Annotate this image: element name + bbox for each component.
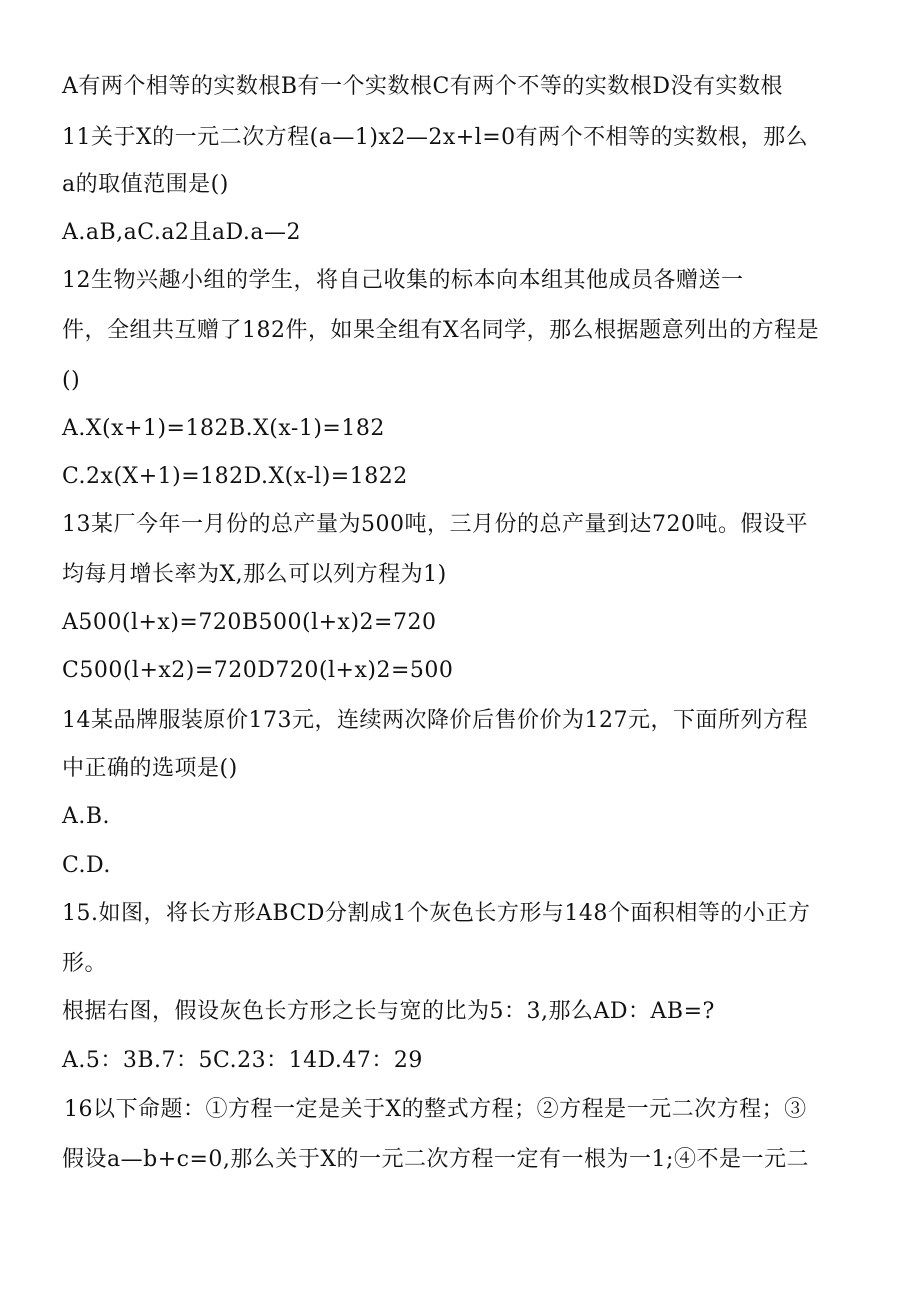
text-line: 15.如图，将长方形ABCD分割成1个灰色长方形与148个面积相等的小正方 [62,901,811,926]
text-line: A.5：3B.7：5C.23：14D.47：29 [62,1048,423,1073]
text-line: C.2x(X+1)=182D.X(x-l)=1822 [62,464,408,489]
text-line: A500(l+x)=720B500(l+x)2=720 [62,610,437,635]
text-line: A.B. [62,804,111,829]
text-line: a的取值范围是() [62,172,229,197]
text-line: 形。 [62,951,108,976]
text-line: 根据右图，假设灰色长方形之长与宽的比为5：3,那么AD：AB=? [62,999,715,1024]
text-line: () [62,368,81,393]
text-line: A有两个相等的实数根B有一个实数根C有两个不等的实数根D没有实数根 [62,74,784,99]
text-line: 13某厂今年一月份的总产量为500吨，三月份的总产量到达720吨。假设平 [62,512,808,537]
text-line: 假设a—b+c=0,那么关于X的一元二次方程一定有一根为一1;④不是一元二 [62,1147,809,1172]
text-line: 件，全组共互赠了182件，如果全组有X名同学，那么根据题意列出的方程是 [62,318,820,343]
text-line: 均每月增长率为X,那么可以列方程为1) [62,562,447,587]
text-line: 12生物兴趣小组的学生，将自己收集的标本向本组其他成员各赠送一 [62,268,744,293]
text-line: A.aB,aC.a2且aD.a—2 [62,220,302,245]
text-line: 11关于X的一元二次方程(a—1)x2—2x+l=0有两个不相等的实数根，那么 [62,125,809,150]
text-line: 14某品牌服装原价173元，连续两次降价后售价价为127元，下面所列方程 [62,708,808,733]
text-line: 16以下命题：①方程一定是关于X的整式方程；②方程是一元二次方程；③ [64,1097,807,1122]
text-line: C.D. [62,853,111,878]
text-line: C500(l+x2)=720D720(l+x)2=500 [62,658,454,683]
text-line: A.X(x+1)=182B.X(x-1)=182 [62,416,385,441]
text-line: 中正确的选项是() [62,756,238,781]
